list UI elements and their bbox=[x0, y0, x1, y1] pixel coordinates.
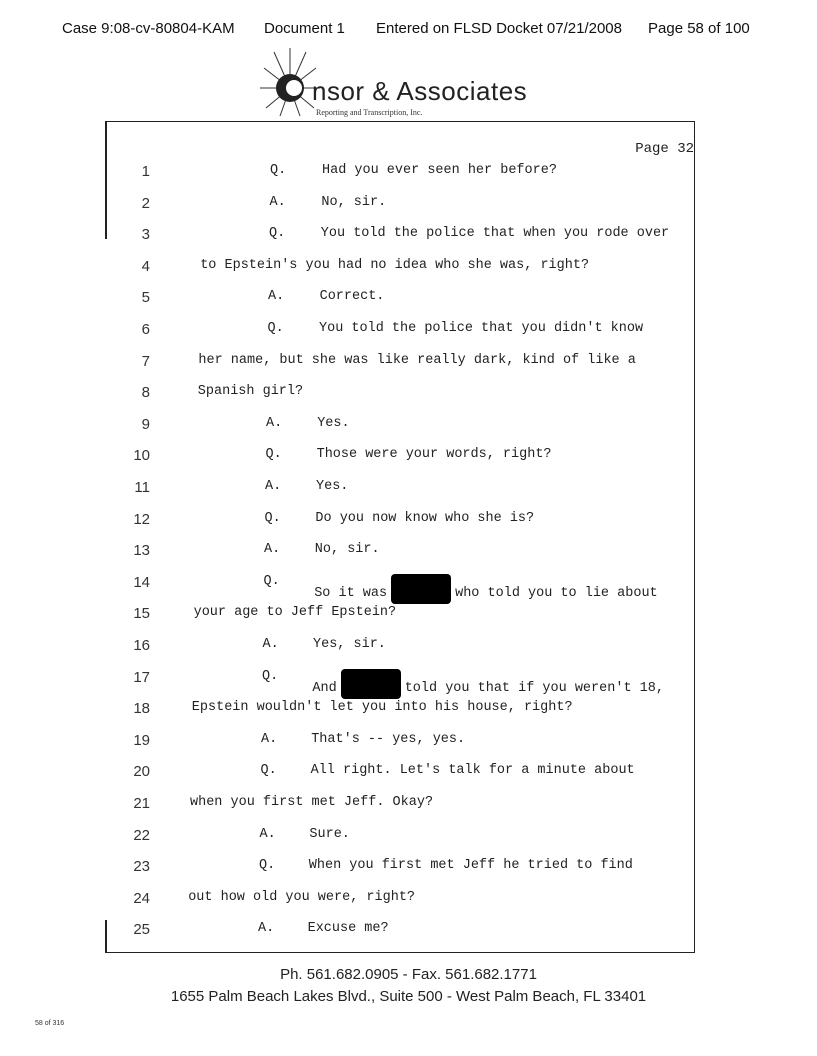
logo-name: nsor & Associates bbox=[312, 76, 528, 106]
line-text bbox=[319, 321, 643, 336]
line-number: 10 bbox=[133, 447, 150, 465]
line-number: 21 bbox=[133, 795, 150, 812]
line-text-segment: That's -- yes, yes. bbox=[311, 731, 466, 747]
line-text bbox=[188, 890, 415, 905]
line-text-segment: And bbox=[312, 680, 337, 696]
line-text-segment: Had you ever seen her before? bbox=[322, 163, 557, 178]
transcript-line bbox=[0, 890, 817, 910]
speaker-label: A. bbox=[262, 637, 279, 652]
line-text bbox=[311, 732, 465, 747]
transcript-line bbox=[0, 827, 817, 847]
footer-phone: Ph. 561.682.0905 - Fax. 561.682.1771 bbox=[280, 966, 537, 983]
line-number: 8 bbox=[141, 384, 150, 402]
redaction-mark bbox=[391, 574, 451, 604]
line-text-segment: when you first met Jeff. Okay? bbox=[190, 795, 434, 810]
speaker-label: Q. bbox=[267, 321, 284, 336]
transcript-line bbox=[0, 258, 817, 278]
line-text-segment: No, sir. bbox=[321, 194, 387, 210]
sunburst-logo-icon bbox=[260, 38, 320, 118]
line-number: 1 bbox=[141, 163, 150, 180]
transcript-line bbox=[0, 384, 817, 404]
line-text bbox=[311, 763, 635, 778]
transcript-line bbox=[0, 479, 817, 499]
transcript-line bbox=[0, 763, 817, 783]
transcript-line bbox=[0, 353, 817, 373]
line-text bbox=[313, 637, 386, 652]
speaker-label: A. bbox=[258, 921, 275, 937]
transcript-line bbox=[0, 511, 817, 531]
line-number: 14 bbox=[133, 573, 150, 591]
transcript-line bbox=[0, 573, 817, 601]
speaker-label: Q. bbox=[264, 510, 281, 526]
line-text-segment: All right. Let's talk for a minute about bbox=[310, 763, 635, 779]
line-text-segment: her name, but she was like really dark, kind of like a bbox=[198, 352, 636, 368]
speaker-label: A. bbox=[268, 289, 285, 305]
line-text bbox=[317, 416, 349, 431]
line-text-segment: Yes. bbox=[316, 479, 349, 494]
line-text-segment: your age to Jeff Epstein? bbox=[193, 605, 397, 621]
line-text-segment: You told the police that when you rode over bbox=[320, 226, 670, 242]
line-number: 19 bbox=[133, 731, 150, 749]
line-text bbox=[312, 669, 664, 699]
line-number: 6 bbox=[141, 321, 150, 338]
document-number: Document 1 bbox=[264, 20, 345, 37]
line-text-segment: Spanish girl? bbox=[197, 384, 304, 400]
line-text bbox=[317, 447, 552, 462]
line-text-segment: Yes. bbox=[317, 415, 350, 431]
file-page-count: 58 of 316 bbox=[35, 1020, 65, 1027]
transcript-line bbox=[0, 732, 817, 752]
speaker-label: Q. bbox=[259, 858, 276, 874]
line-text-segment: Yes, sir. bbox=[313, 637, 386, 652]
line-text bbox=[192, 700, 573, 715]
line-text-after-redaction: told you that if you weren't 18, bbox=[404, 680, 664, 696]
speaker-label: Q. bbox=[270, 163, 287, 178]
speaker-label: A. bbox=[264, 542, 281, 558]
line-number: 4 bbox=[141, 257, 150, 275]
line-number: 3 bbox=[141, 226, 150, 244]
line-number: 2 bbox=[141, 194, 150, 212]
speaker-label: Q. bbox=[260, 763, 277, 779]
line-number: 13 bbox=[133, 542, 150, 560]
transcript-line bbox=[0, 447, 817, 467]
line-text-segment: When you first met Jeff he tried to find bbox=[308, 858, 633, 874]
line-number: 24 bbox=[133, 889, 150, 907]
line-text bbox=[320, 289, 385, 304]
line-number: 16 bbox=[133, 637, 150, 654]
line-number: 12 bbox=[133, 510, 150, 528]
line-text bbox=[316, 479, 348, 494]
line-text-segment: Epstein wouldn't let you into his house, right? bbox=[191, 700, 573, 716]
line-text bbox=[198, 384, 303, 399]
line-text bbox=[315, 511, 534, 526]
speaker-label: A. bbox=[265, 479, 282, 494]
transcript-line bbox=[0, 163, 817, 183]
transcript-line bbox=[0, 921, 817, 941]
line-text bbox=[321, 226, 669, 241]
line-text-segment: Those were your words, right? bbox=[316, 447, 552, 463]
line-text bbox=[315, 542, 380, 557]
line-number: 20 bbox=[133, 763, 150, 781]
line-text bbox=[190, 795, 433, 810]
line-text-segment: Correct. bbox=[319, 289, 385, 305]
line-number: 5 bbox=[141, 289, 150, 307]
docket-entry: Entered on FLSD Docket 07/21/2008 bbox=[376, 20, 622, 37]
line-text bbox=[198, 353, 635, 368]
line-number: 18 bbox=[133, 700, 150, 718]
transcript-line bbox=[0, 226, 817, 246]
line-number: 22 bbox=[133, 826, 150, 844]
transcript-line bbox=[0, 289, 817, 309]
line-number: 15 bbox=[133, 605, 150, 623]
transcript-line bbox=[0, 700, 817, 720]
speaker-label: Q. bbox=[262, 668, 279, 684]
transcript-line bbox=[0, 321, 817, 341]
redaction-mark bbox=[341, 669, 401, 699]
line-text-segment: You told the police that you didn't know bbox=[319, 321, 644, 336]
speaker-label: A. bbox=[266, 415, 283, 431]
line-text bbox=[309, 827, 350, 842]
speaker-label: A. bbox=[261, 731, 278, 747]
transcript-line bbox=[0, 195, 817, 215]
line-number: 23 bbox=[133, 858, 150, 876]
line-text-segment: So it was bbox=[314, 585, 388, 601]
transcript-line bbox=[0, 637, 817, 657]
speaker-label: Q. bbox=[263, 573, 280, 589]
line-text bbox=[321, 195, 386, 210]
line-number: 7 bbox=[141, 352, 150, 370]
speaker-label: A. bbox=[269, 194, 286, 210]
line-text bbox=[308, 921, 389, 936]
page-of-total: Page 58 of 100 bbox=[648, 20, 750, 37]
reporter-logo bbox=[260, 38, 560, 118]
line-text-after-redaction: who told you to lie about bbox=[455, 585, 658, 601]
transcript-line bbox=[0, 668, 817, 696]
line-text-segment: Sure. bbox=[309, 826, 350, 842]
line-text bbox=[309, 858, 633, 873]
transcript-line bbox=[0, 795, 817, 815]
transcript-line bbox=[0, 858, 817, 878]
line-text bbox=[200, 258, 589, 273]
transcript-line bbox=[0, 542, 817, 562]
line-text bbox=[194, 605, 397, 620]
line-text bbox=[322, 163, 557, 178]
line-number: 11 bbox=[134, 479, 150, 496]
speaker-label: Q. bbox=[269, 226, 286, 242]
line-text-segment: to Epstein's you had no idea who she was, right? bbox=[200, 257, 590, 273]
line-text-segment: No, sir. bbox=[314, 542, 380, 558]
logo-tagline: Reporting and Transcription, Inc. bbox=[316, 108, 423, 117]
line-text bbox=[314, 574, 657, 604]
case-number: Case 9:08-cv-80804-KAM bbox=[62, 20, 235, 37]
line-text-segment: out how old you were, right? bbox=[188, 889, 416, 905]
line-number: 9 bbox=[141, 415, 150, 433]
transcript-line bbox=[0, 416, 817, 436]
transcript-line bbox=[0, 605, 817, 625]
transcript-page-number: Page 32 bbox=[635, 141, 694, 157]
footer-address: 1655 Palm Beach Lakes Blvd., Suite 500 - West Palm Beach, FL 33401 bbox=[170, 988, 647, 1005]
line-text-segment: Excuse me? bbox=[307, 921, 389, 937]
line-number: 25 bbox=[133, 921, 150, 939]
line-number: 17 bbox=[133, 668, 150, 686]
speaker-label: A. bbox=[259, 826, 276, 842]
line-text-segment: Do you now know who she is? bbox=[315, 510, 535, 526]
speaker-label: Q. bbox=[265, 447, 282, 463]
